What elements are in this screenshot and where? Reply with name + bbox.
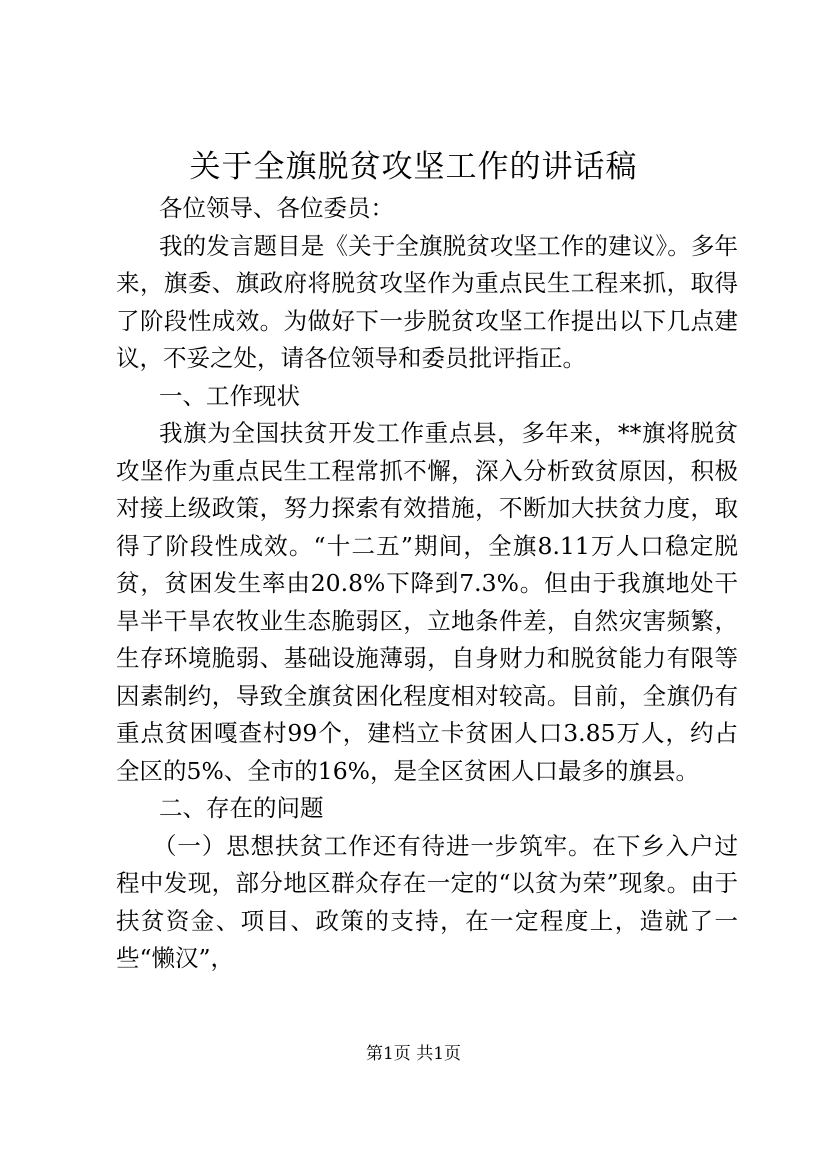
salutation-paragraph: 各位领导、各位委员：	[159, 194, 394, 222]
document-body	[116, 190, 738, 978]
intro-paragraph: 我的发言题目是《关于全旗脱贫攻坚工作的建议》。多年来，旗委、旗政府将脱贫攻坚作为重点民生工程来抓，取得了阶段性成效。为做好下一步脱贫攻坚工作提出以下几点建议，不妥之处，请各位领导和委员批评指正。	[116, 231, 738, 372]
page-footer: 第1页 共1页	[365, 1044, 462, 1064]
document-title: 关于全旗脱贫攻坚工作的讲话稿	[189, 149, 638, 185]
section-heading-status: 一、工作现状	[159, 381, 300, 410]
status-paragraph: 我旗为全国扶贫开发工作重点县，多年来，**旗将脱贫攻坚作为重点民生工程常抓不懈，深入分析致贫原因，积极对接上级政策，努力探索有效措施，不断加大扶贫力度，取得了阶段性成效。“十二五”期间，全旗8.11万人口稳定脱贫，贫困发生率由20.8%下降到7.3%。但由于我旗地处干旱半干旱农牧业生态脆弱区，立地条件差，自然灾害频繁，生存环境脆弱、基础设施薄弱，自身财力和脱贫能力有限等因素制约，导致全旗贫困化程度相对较高。目前，全旗仍有重点贫困嘎查村99个，建档立卡贫困人口3.85万人，约占全区的5%、全市的16%，是全区贫困人口最多的旗县。	[116, 419, 738, 785]
section-heading-problems: 二、存在的问题	[159, 794, 324, 822]
problem-paragraph-1: （一）思想扶贫工作还有待进一步筑牢。在下乡入户过程中发现，部分地区群众存在一定的“以贫为荣”现象。由于扶贫资金、项目、政策的支持，在一定程度上，造就了一些“懒汉”，	[116, 831, 738, 972]
